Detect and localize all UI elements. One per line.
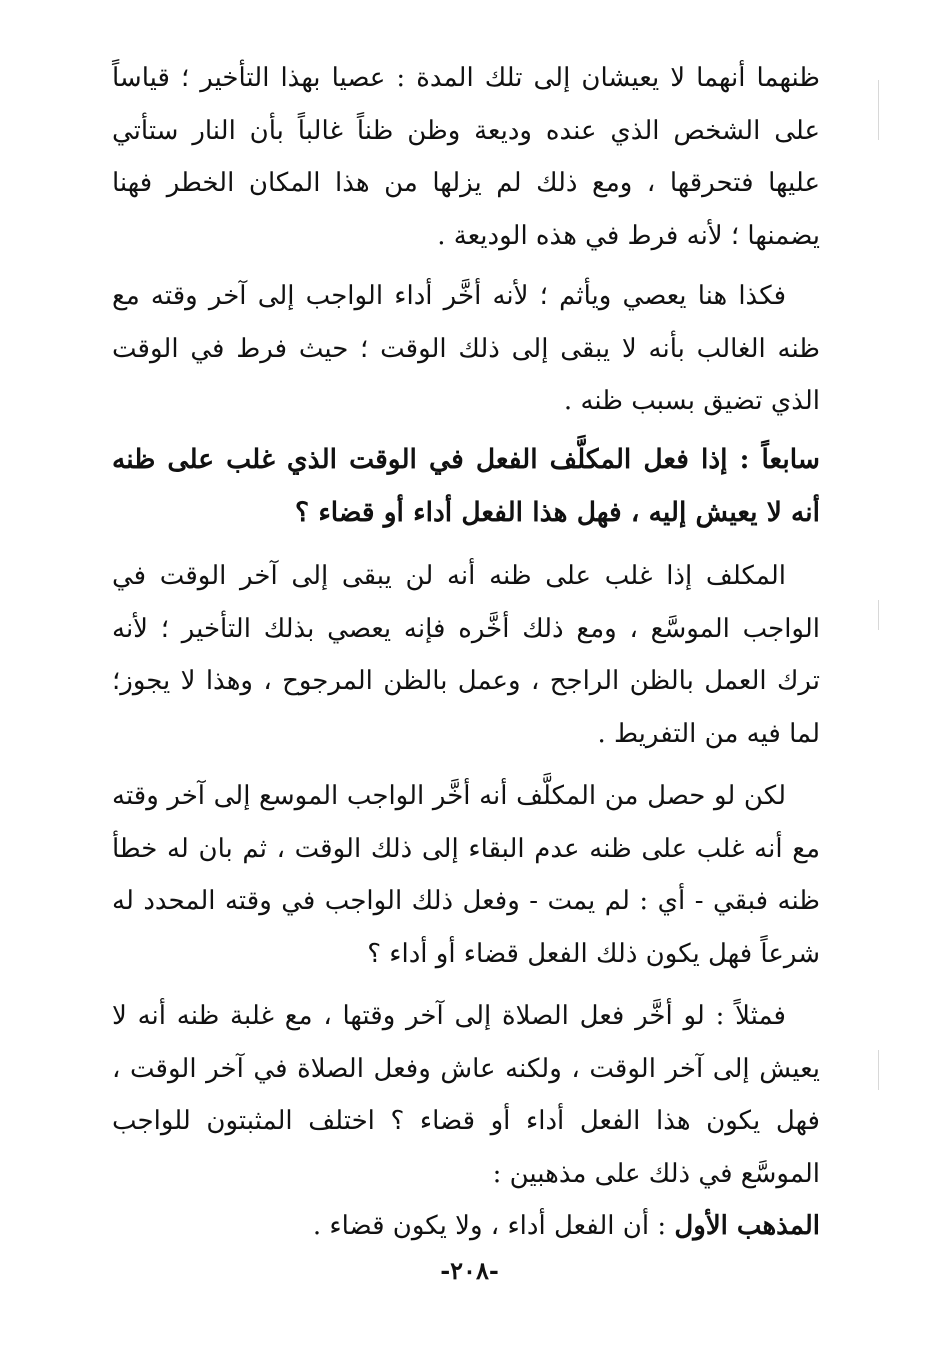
margin-mark-bottom [878,1050,879,1090]
paragraph-7-text: : أن الفعل أداء ، ولا يكون قضاء . [312,1211,667,1241]
paragraph-6-text: فمثلاً : لو أخَّر فعل الصلاة إلى آخر وقتها ، مع غلبة ظنه أنه لا يعيش إلى آخر الوقت ، ولكنه عاش وفعل الصلاة في آخر الوقت ، فهل يكون هذا الفعل أداء أو قضاء ؟ اختلف المثبتون للواجب الموسَّع في ذلك على مذهبين : [112,1001,820,1189]
margin-mark-middle [878,600,879,630]
margin-mark-top [878,80,879,140]
section-heading [112,434,820,542]
paragraph-5-text: لكن لو حصل من المكلَّف أنه أخَّر الواجب الموسع إلى آخر وقته مع أنه غلب على ظنه عدم البقاء إلى ذلك الوقت ، ثم بان له خطأ ظنه فبقي - أي : لم يمت - وفعل ذلك الواجب في وقته المحدد له شرعاً فهل يكون ذلك الفعل قضاء أو أداء ؟ [112,781,820,969]
paragraph-4-text: المكلف إذا غلب على ظنه أنه لن يبقى إلى آخر الوقت في الواجب الموسَّع ، ومع ذلك أخَّره فإنه يعصي بذلك التأخير ؛ لأنه ترك العمل بالظن الراجح ، وعمل بالظن المرجوح ، وهذا لا يجوز؛ لما فيه من التفريط . [112,561,820,749]
paragraph-1-text: ظنهما أنهما لا يعيشان إلى تلك المدة : عصيا بهذا التأخير ؛ قياساً على الشخص الذي عنده وديعة وظن ظناً غالباً بأن النار ستأتي عليها فتحرقها ، ومع ذلك لم يزلها من هذا المكان الخطر فهنا يضمنها ؛ لأنه فرط في هذه الوديعة . [112,63,820,251]
page-number: -٢٠٨- [440,1256,499,1285]
paragraph-7 [112,1200,820,1252]
school-label: المذهب الأول [674,1211,820,1241]
section-heading-text: سابعاً : إذا فعل المكلَّف الفعل في الوقت الذي غلب على ظنه أنه لا يعيش إليه ، فهل هذا الفعل أداء أو قضاء ؟ [112,444,820,528]
paragraph-2-text: فكذا هنا يعصي ويأثم ؛ لأنه أخَّر أداء الواجب إلى آخر وقته مع ظنه الغالب بأنه لا يبقى إلى ذلك الوقت ؛ حيث فرط في الوقت الذي تضيق بسبب ظنه . [112,281,820,416]
paragraph-6 [112,990,820,1200]
paragraph-2 [112,270,820,428]
paragraph-5 [112,770,820,980]
body-text [112,52,820,1252]
paragraph-4 [112,550,820,760]
paragraph-1 [112,52,820,262]
